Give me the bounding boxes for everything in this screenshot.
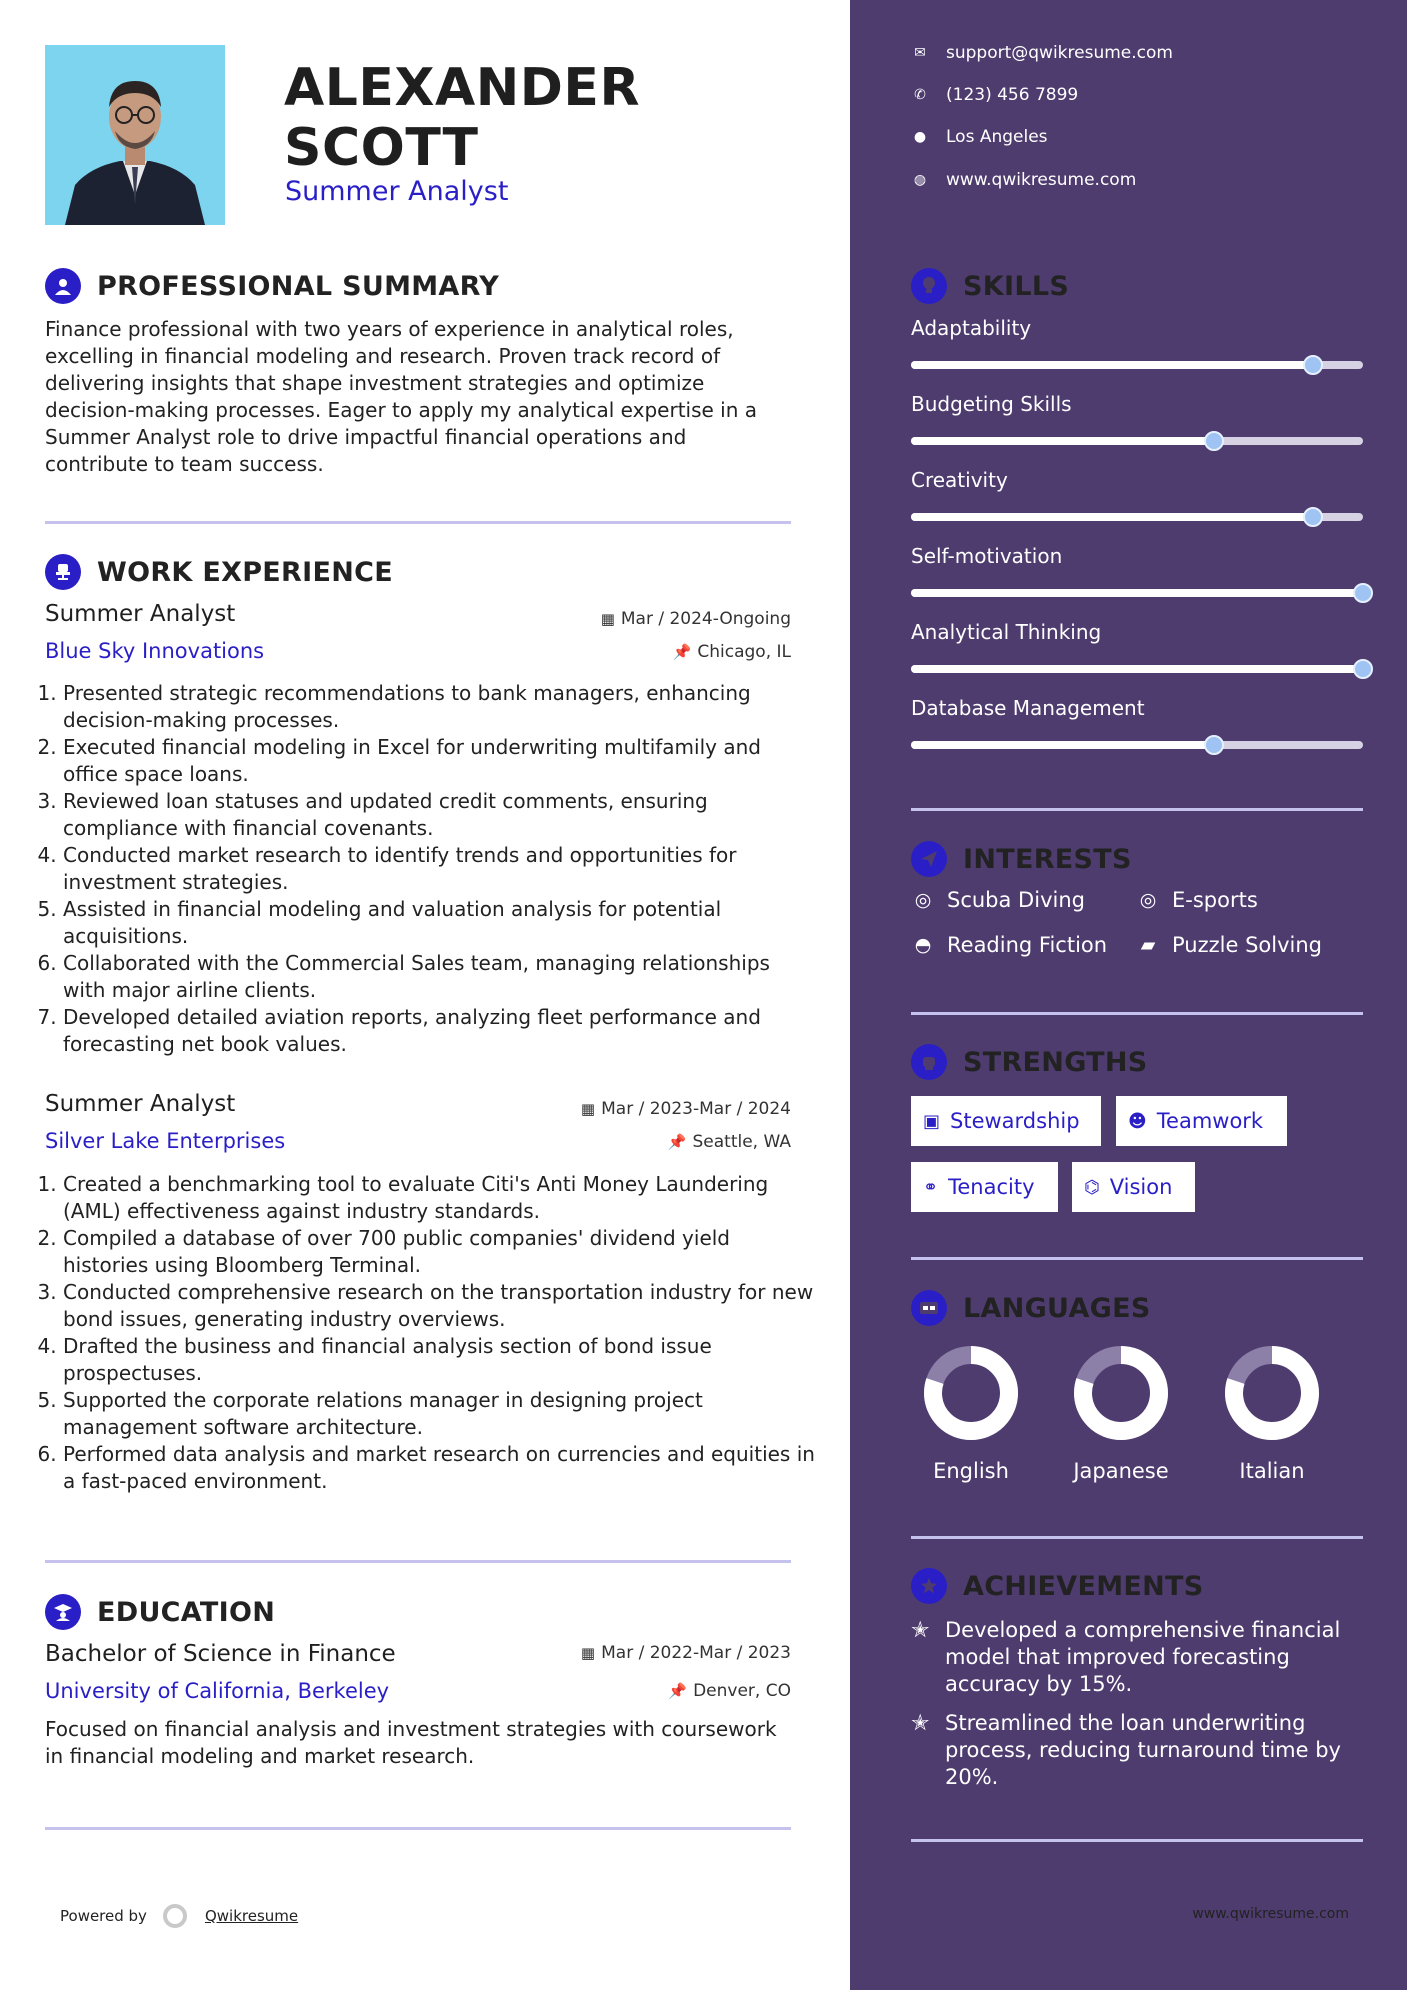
- contact-location: ● Los Angeles: [910, 127, 1048, 147]
- list-item: 6. Performed data analysis and market research on currencies and equities in a fast-paced environment.: [63, 1441, 818, 1495]
- section-divider: [911, 808, 1363, 811]
- skill-bar: [911, 741, 1363, 749]
- list-item: 2. Executed financial modeling in Excel for underwriting multifamily and office space loans.: [63, 734, 818, 788]
- star-icon: ✭: [911, 1618, 930, 1643]
- contact-phone[interactable]: ✆ (123) 456 7899: [910, 85, 1078, 105]
- brand-link[interactable]: Qwikresume: [204, 1907, 299, 1925]
- achievements-heading: [911, 1568, 1204, 1604]
- list-item: 6. Collaborated with the Commercial Sales team, managing relationships with major airline clients.: [63, 950, 818, 1004]
- job-company: Blue Sky Innovations: [45, 639, 265, 663]
- contact-website[interactable]: ◍ www.qwikresume.com: [910, 170, 1136, 190]
- calendar-icon: ▦: [580, 1644, 596, 1662]
- job-date: ▦ Mar / 2023-Mar / 2024: [580, 1099, 791, 1119]
- strengths-title: STRENGTHS: [963, 1046, 1148, 1078]
- list-item: 1. Presented strategic recommendations to bank managers, enhancing decision-making processes.: [63, 680, 818, 734]
- pin-icon: 📌: [672, 643, 692, 661]
- list-item: 5. Assisted in financial modeling and valuation analysis for potential acquisitions.: [63, 896, 818, 950]
- interest-item: ▰ Puzzle Solving: [1136, 933, 1322, 957]
- section-divider: [911, 1012, 1363, 1015]
- job-title: Summer Analyst: [45, 1091, 236, 1117]
- experience-title: WORK EXPERIENCE: [97, 556, 393, 588]
- skill-label: Database Management: [911, 696, 1145, 720]
- lightbulb-icon: [911, 268, 947, 304]
- skill-bar: [911, 361, 1363, 369]
- section-divider: [45, 1560, 791, 1563]
- skill-label: Analytical Thinking: [911, 620, 1102, 644]
- skill-bar: [911, 589, 1363, 597]
- strength-chip: ☻ Teamwork: [1116, 1096, 1287, 1146]
- language-item: [1066, 1345, 1176, 1483]
- last-name: SCOTT: [284, 118, 479, 178]
- pin-icon: 📌: [667, 1133, 687, 1151]
- graduate-icon: [45, 1594, 81, 1630]
- users-icon: ☻: [1128, 1110, 1147, 1132]
- briefcase-icon: ▣: [923, 1110, 941, 1132]
- star-icon: ✭: [911, 1711, 930, 1736]
- degree-title: Bachelor of Science in Finance: [45, 1641, 396, 1667]
- interest-item: ◎ E-sports: [1136, 888, 1258, 912]
- skills-title: SKILLS: [963, 270, 1070, 302]
- section-divider: [45, 521, 791, 524]
- skill-bar-knob: [1204, 431, 1224, 451]
- interest-item: ◓ Reading Fiction: [911, 933, 1107, 957]
- skill-label: Creativity: [911, 468, 1008, 492]
- powered-by-label: Powered by: [60, 1907, 147, 1925]
- book-icon: ▰: [1140, 934, 1156, 956]
- education-location: 📌 Denver, CO: [668, 1681, 791, 1701]
- envelope-icon: ✉: [914, 45, 926, 61]
- language-label: Italian: [1239, 1459, 1305, 1483]
- job-date: ▦ Mar / 2024-Ongoing: [600, 609, 791, 629]
- interest-item: ◎ Scuba Diving: [911, 888, 1085, 912]
- office-chair-icon: [45, 554, 81, 590]
- education-text: Focused on financial analysis and investment strategies with coursework in financial modeling and market research.: [45, 1717, 777, 1768]
- candidate-name: [284, 58, 640, 178]
- language-label: English: [933, 1459, 1009, 1483]
- skill-bar-knob: [1353, 659, 1373, 679]
- skills-heading: [911, 268, 1069, 304]
- globe-icon: ◍: [913, 172, 927, 188]
- job-bullets: [45, 680, 818, 1058]
- job-company: Silver Lake Enterprises: [45, 1129, 286, 1153]
- job-location: 📌 Seattle, WA: [667, 1132, 791, 1152]
- language-donut: [1066, 1345, 1176, 1441]
- section-divider: [911, 1257, 1363, 1260]
- life-ring-icon: ◎: [914, 889, 932, 911]
- pin-icon: 📌: [668, 1682, 688, 1700]
- contact-email[interactable]: ✉ support@qwikresume.com: [910, 43, 1173, 63]
- language-item: [1217, 1345, 1327, 1483]
- calendar-icon: ▦: [580, 1100, 596, 1118]
- education-title: EDUCATION: [97, 1596, 276, 1628]
- section-divider: [45, 1827, 791, 1830]
- map-marker-icon: ●: [913, 129, 927, 145]
- calendar-icon: ▦: [600, 610, 615, 628]
- interests-title: INTERESTS: [963, 843, 1132, 875]
- list-item: 3. Conducted comprehensive research on the transportation industry for new bond issues, generating industry overviews.: [63, 1279, 818, 1333]
- list-item: 3. Reviewed loan statuses and updated credit comments, ensuring compliance with financial covenants.: [63, 788, 818, 842]
- skill-bar-fill: [911, 741, 1214, 749]
- section-divider: [911, 1536, 1363, 1539]
- phone-icon: ✆: [914, 87, 926, 103]
- achievement-item: ✭ Developed a comprehensive financial model that improved forecasting accuracy by 15%.: [911, 1618, 1341, 1696]
- language-label: Japanese: [1073, 1459, 1169, 1483]
- strengths-heading: [911, 1044, 1148, 1080]
- candidate-role: Summer Analyst: [285, 176, 509, 207]
- strength-chip: ⌬ Vision: [1072, 1162, 1195, 1212]
- skill-bar: [911, 513, 1363, 521]
- skill-label: Self-motivation: [911, 544, 1063, 568]
- school-name: University of California, Berkeley: [45, 1679, 390, 1703]
- skill-bar-fill: [911, 437, 1214, 445]
- language-donut: [1217, 1345, 1327, 1441]
- strength-chip: ▣ Stewardship: [911, 1096, 1101, 1146]
- list-item: 2. Compiled a database of over 700 public companies' dividend yield histories using Bloomberg Terminal.: [63, 1225, 818, 1279]
- interests-heading: [911, 841, 1132, 877]
- user-icon: [45, 268, 81, 304]
- skill-label: Adaptability: [911, 316, 1032, 340]
- link-icon: ⚭: [923, 1176, 939, 1198]
- list-item: 5. Supported the corporate relations manager in designing project management software architecture.: [63, 1387, 818, 1441]
- list-item: 1. Created a benchmarking tool to evaluate Citi's Anti Money Laundering (AML) effectiveness against industry standards.: [63, 1171, 818, 1225]
- language-item: [916, 1345, 1026, 1483]
- skill-bar-fill: [911, 361, 1313, 369]
- list-item: 4. Conducted market research to identify trends and opportunities for investment strategies.: [63, 842, 818, 896]
- skill-bar-knob: [1353, 583, 1373, 603]
- job-title: Summer Analyst: [45, 601, 236, 627]
- languages-heading: [911, 1290, 1151, 1326]
- job-location: 📌 Chicago, IL: [672, 642, 791, 662]
- qwikresume-logo-icon: [163, 1904, 187, 1928]
- skill-label: Budgeting Skills: [911, 392, 1072, 416]
- profile-photo: [45, 45, 225, 225]
- list-item: 4. Drafted the business and financial analysis section of bond issue prospectuses.: [63, 1333, 818, 1387]
- strength-chip: ⚭ Tenacity: [911, 1162, 1058, 1212]
- skill-bar: [911, 665, 1363, 673]
- powered-by: [60, 1904, 298, 1928]
- job-bullets: [45, 1171, 818, 1495]
- skill-bar-fill: [911, 513, 1313, 521]
- skill-bar-knob: [1204, 735, 1224, 755]
- education-date: ▦ Mar / 2022-Mar / 2023: [580, 1643, 791, 1663]
- achievement-item: ✭ Streamlined the loan underwriting process, reducing turnaround time by 20%.: [911, 1711, 1341, 1789]
- list-item: 7. Developed detailed aviation reports, analyzing fleet performance and forecasting net book values.: [63, 1004, 818, 1058]
- binoculars-icon: ⌬: [1084, 1176, 1100, 1198]
- star-badge-icon: [911, 1568, 947, 1604]
- fist-icon: [911, 1044, 947, 1080]
- achievements-title: ACHIEVEMENTS: [963, 1570, 1204, 1602]
- summary-title: PROFESSIONAL SUMMARY: [97, 270, 500, 302]
- language-icon: [911, 1290, 947, 1326]
- skill-bar: [911, 437, 1363, 445]
- summary-text: Finance professional with two years of experience in analytical roles, excelling in financial modeling and research. Proven track record of delivering insights that shape investment strategies and optimize decision-making processes. Eager to apply my analytical expertise in a Summer Analyst role to drive impactful financial operations and contribute to team success.: [45, 317, 758, 476]
- languages-title: LANGUAGES: [963, 1292, 1151, 1324]
- summary-heading: [45, 268, 499, 304]
- section-divider: [911, 1839, 1363, 1842]
- first-name: ALEXANDER: [284, 58, 640, 118]
- skill-bar-fill: [911, 589, 1363, 597]
- gamepad-icon: ◓: [914, 934, 932, 956]
- footer-url[interactable]: www.qwikresume.com: [1192, 1906, 1349, 1922]
- paper-plane-icon: [911, 841, 947, 877]
- experience-heading: [45, 554, 393, 590]
- skill-bar-fill: [911, 665, 1363, 673]
- life-ring-icon: ◎: [1139, 889, 1157, 911]
- language-donut: [916, 1345, 1026, 1441]
- education-heading: [45, 1594, 275, 1630]
